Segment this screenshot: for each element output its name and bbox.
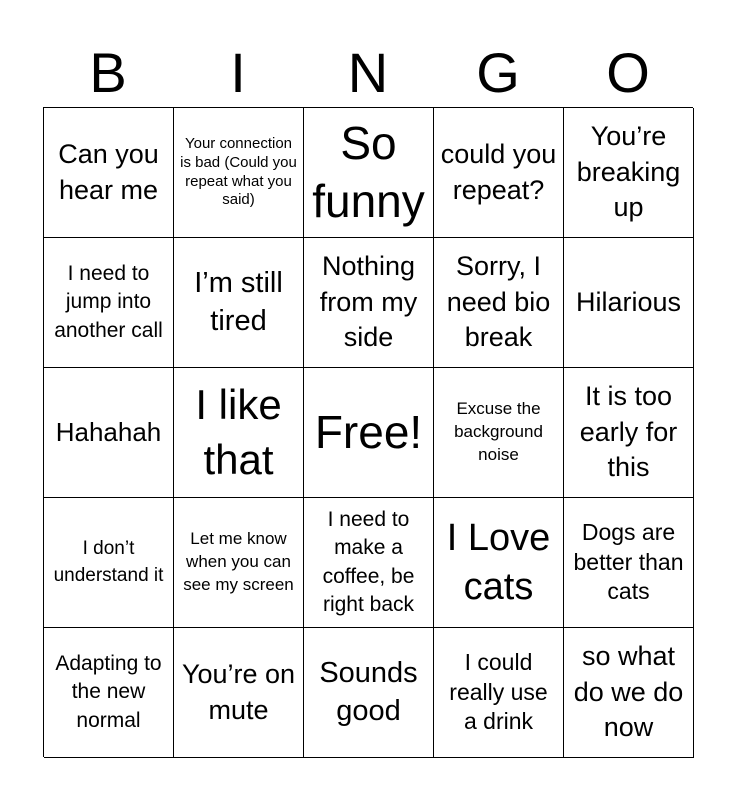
bingo-cell[interactable]: Sounds good bbox=[304, 628, 434, 758]
bingo-cell[interactable]: You’re breaking up bbox=[564, 108, 694, 238]
bingo-cell[interactable]: I need to make a coffee, be right back bbox=[304, 498, 434, 628]
bingo-cell[interactable]: Can you hear me bbox=[44, 108, 174, 238]
bingo-cell[interactable]: I need to jump into another call bbox=[44, 238, 174, 368]
bingo-cell[interactable]: Let me know when you can see my screen bbox=[174, 498, 304, 628]
bingo-cell[interactable]: so what do we do now bbox=[564, 628, 694, 758]
header-letter-b: B bbox=[89, 41, 127, 104]
bingo-cell[interactable]: I Love cats bbox=[434, 498, 564, 628]
bingo-board bbox=[43, 107, 693, 757]
bingo-cell[interactable]: So funny bbox=[304, 108, 434, 238]
header-letter-n: N bbox=[347, 41, 389, 104]
bingo-cell[interactable]: I could really use a drink bbox=[434, 628, 564, 758]
bingo-cell[interactable]: Hilarious bbox=[564, 238, 694, 368]
free-space-cell[interactable]: Free! bbox=[304, 368, 434, 498]
bingo-cell[interactable]: Nothing from my side bbox=[304, 238, 434, 368]
bingo-header bbox=[43, 40, 693, 106]
bingo-cell[interactable]: Sorry, I need bio break bbox=[434, 238, 564, 368]
bingo-cell[interactable]: I’m still tired bbox=[174, 238, 304, 368]
bingo-cell[interactable]: could you repeat? bbox=[434, 108, 564, 238]
header-letter-o: O bbox=[606, 41, 650, 104]
bingo-cell[interactable]: Excuse the background noise bbox=[434, 368, 564, 498]
bingo-cell[interactable]: Your connection is bad (Could you repeat what you said) bbox=[174, 108, 304, 238]
bingo-cell[interactable]: I don’t understand it bbox=[44, 498, 174, 628]
bingo-cell[interactable]: Adapting to the new normal bbox=[44, 628, 174, 758]
bingo-cell[interactable]: I like that bbox=[174, 368, 304, 498]
bingo-cell[interactable]: Hahahah bbox=[44, 368, 174, 498]
header-letter-i: I bbox=[230, 41, 246, 104]
bingo-cell[interactable]: It is too early for this bbox=[564, 368, 694, 498]
header-letter-g: G bbox=[476, 41, 520, 104]
bingo-cell[interactable]: You’re on mute bbox=[174, 628, 304, 758]
bingo-cell[interactable]: Dogs are better than cats bbox=[564, 498, 694, 628]
